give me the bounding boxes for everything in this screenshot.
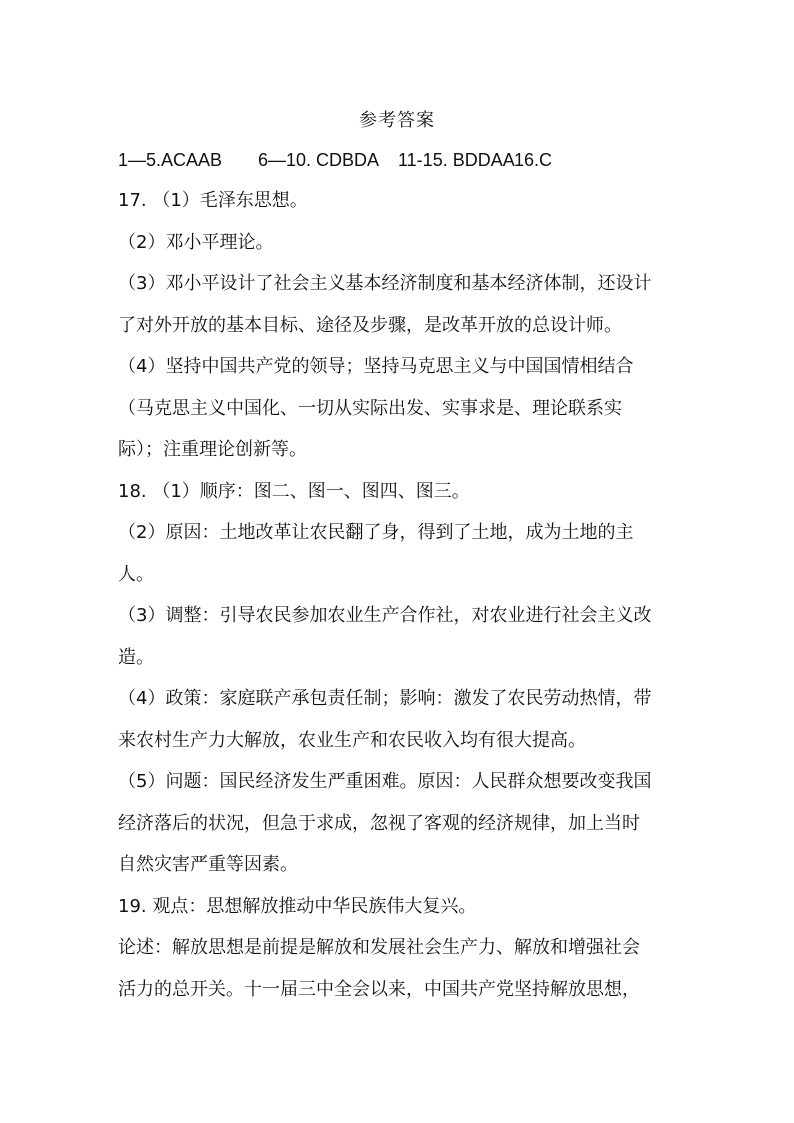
answer-group-2: 6—10. CDBDA (258, 150, 380, 170)
q19-viewpoint: 19. 观点：思想解放推动中华民族伟大复兴。 (118, 896, 477, 917)
q18-part2-line1: （2）原因：土地改革让农民翻了身，得到了土地，成为土地的主 (118, 522, 634, 543)
q19-argument-line2: 活力的总开关。十一届三中全会以来，中国共产党坚持解放思想， (118, 979, 640, 1000)
q17-part4-line2: （马克思主义中国化、一切从实际出发、实事求是、理论联系实 (118, 398, 622, 419)
answer-group-1: 1—5.ACAAB (118, 150, 223, 170)
q17-part3-line2: 了对外开放的基本目标、途径及步骤，是改革开放的总设计师。 (118, 315, 622, 336)
q17-part4-line3: 际）；注重理论创新等。 (118, 439, 307, 460)
q18-part3-line2: 造。 (118, 647, 154, 668)
q18-part2-line2: 人。 (118, 564, 154, 585)
q18-part4-line2: 来农村生产力大解放，农业生产和农民收入均有很大提高。 (118, 730, 586, 751)
q18-part5-line1: （5）问题：国民经济发生严重困难。原因：人民群众想要改变我国 (118, 771, 652, 792)
q18-part5-line2: 经济落后的状况，但急于求成，忽视了客观的经济规律，加上当时 (118, 813, 640, 834)
q17-part2: （2）邓小平理论。 (118, 232, 274, 253)
answer-group-4: 16.C (514, 150, 553, 170)
q18-part4-line1: （4）政策：家庭联产承包责任制；影响：激发了农民劳动热情，带 (118, 688, 652, 709)
q17-part4-line1: （4）坚持中国共产党的领导；坚持马克思主义与中国国情相结合 (118, 356, 634, 377)
q18-part1: 18. （1）顺序：图二、图一、图四、图三。 (118, 481, 470, 502)
q18-part3-line1: （3）调整：引导农民参加农业生产合作社，对农业进行社会主义改 (118, 605, 652, 626)
answer-group-3: 11-15. BDDAA (398, 150, 515, 170)
q17-part1: 17. （1）毛泽东思想。 (118, 190, 308, 211)
answer-key-row (118, 147, 690, 173)
q17-part3-line1: （3）邓小平设计了社会主义基本经济制度和基本经济体制，还设计 (118, 273, 652, 294)
q19-argument-line1: 论述：解放思想是前提是解放和发展社会生产力、解放和增强社会 (118, 937, 640, 958)
q18-part5-line3: 自然灾害严重等因素。 (118, 854, 298, 875)
page-title: 参考答案 (359, 110, 435, 131)
